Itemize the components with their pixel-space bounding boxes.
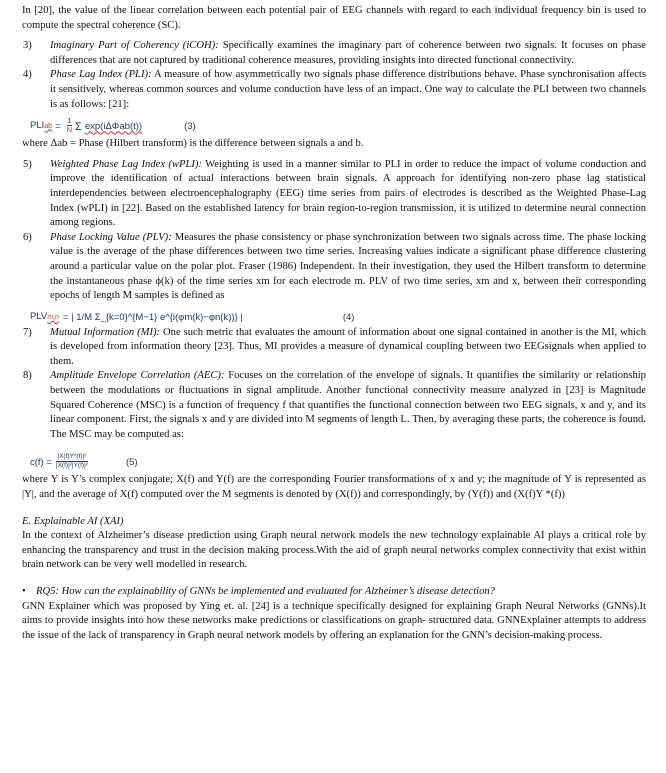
item-text: A measure of how asymmetrically two signals phase difference distributions behave. Phase synchronisation affects it sensitively, whereas common sources and volume conduction have less of an impact. One way to calculate the PLI between two channels is as follows: [21]: (50, 69, 646, 110)
equation-5 (22, 442, 646, 470)
item-text: Specifically examines the imaginary part of coherence between two signals. It focuses on phase differences that are not captured by traditional coherence measures, providing insights into directed functional connectivity. (50, 40, 646, 66)
equation-fraction: $\frac{\text{|X(f)Y*(f)|²}}{\text{|X(f)|²|Y(f)|²}}$ (55, 453, 88, 470)
list-item-icoh (22, 39, 646, 68)
list-item-aec (22, 369, 646, 442)
item-number: 4) (23, 69, 32, 81)
item-term: Imaginary Part of Coherency (iCOH): (50, 40, 219, 52)
item-number: 7) (23, 326, 32, 338)
section-paragraph: In the context of Alzheimer’s disease prediction using Graph neural network models the new technology explainable AI plays a critical role by enhancing the transparency and trust in the decision making process.With the aid of graph neural networks complex connectivity that exist within brain network can be very well modelled in research. (22, 530, 646, 571)
list-item-wpli (22, 158, 646, 231)
equation-lhs: PLIab (30, 119, 53, 131)
where-paragraph-5: where Y is Y’s complex conjugate; X(f) and Y(f) are the corresponding Fourier transformations of x and y; the magnitude of Y is represented as |Y|, and the average of X(f) computed over the M segments is denoted by (X(f)) and correspondingly, by (Y(f)) and (X(f)Y *(f)) (22, 474, 646, 501)
equation-expression: exp(iΔΦab(t)) (84, 120, 143, 132)
equation-body: = | 1/M Σ_{k=0}^{M−1} e^{i(φm(k)−φn(k))} | (62, 312, 243, 324)
item-term: Phase Lag Index (PLI): (50, 69, 152, 81)
item-text: Weighting is used in a manner similar to PLI in order to reduce the impact of volume conduction and improve the identification of actual interactions between brain signals. A approach for identifying non-zero phase lag statistical interdependencies between electroencephalography (EEG) time series from pairs of electrodes is described as the Weighted Phase-Lag Index (wPLI) in [22]. Based on the established latency for brain region-to-region transmission, it is utilized to determine neural connection among regions. (50, 158, 646, 229)
list-item-mi (22, 326, 646, 370)
item-text: Focuses on the correlation of the envelope of signals. It quantifies the similarity or relationship between the modulations or fluctuations in signal amplitude. Another functional connectivity measure analyzed in [23] is Magnitude Squared Coherence (MSC) is a function of frequency f that quantifies the functional connection between two EEG signals, x and y, and its linear component. First, the signals x and y are divided into M segments of length L. Then, by averaging these parts, the coherence is found. The MSC may be computed as: (50, 370, 646, 440)
item-number: 6) (23, 231, 32, 243)
list-item-pli (22, 68, 646, 112)
bullet-icon: • (22, 586, 26, 597)
item-term: Amplitude Envelope Correlation (AEC): (50, 370, 225, 382)
list-item-plv (22, 231, 646, 304)
intro-paragraph: In [20], the value of the linear correlation between each potential pair of EEG channels with regard to each individual frequency bin is used to compute the spectral coherence (SC). (22, 5, 646, 31)
equation-number: (4) (342, 312, 355, 324)
equation-number: (5) (125, 456, 138, 468)
equation-4 (22, 304, 646, 326)
equation-3: PLIab = $\frac{1}{N}$ Σ exp(iΔΦab(t)) (3) (30, 116, 196, 135)
item-number: 3) (23, 40, 32, 52)
item-number: 5) (23, 158, 32, 170)
equation-lhs: PLVm,n (30, 311, 59, 323)
item-term: Weighted Phase Lag Index (wPLI): (50, 158, 202, 170)
final-paragraph: GNN Explainer which was proposed by Ying et. al. [24] is a technique specifically designed for explaining Graph Neural Networks (GNNs).It aims to provide insights into how these networks make predictions or classifications on graph- structured data. GNNExplainer attempts to address the issue of the lack of transparency in Graph neural network models by offering an explanation for the GNN’s decision-making process. (22, 600, 646, 641)
research-question-bullet (22, 585, 646, 600)
section-heading: E. Explainable AI (XAI) (22, 515, 124, 527)
item-term: Phase Locking Value (PLV): (50, 231, 172, 243)
sum-symbol: Σ (75, 120, 82, 133)
item-term: Mutual Information (MI): (50, 326, 161, 338)
where-paragraph-3: where Δab = Phase (Hilbert transform) is the difference between signals a and b. (22, 138, 364, 150)
item-text: Measures the phase consistency or phase synchronization between two signals across time. The phase locking value is the average of the phase differences between two time series. Increasing values indicate a significant phase difference clustering around a particular value on the polar plot. Fraser (1986) Independent. In their investigation, they used the Hilbert transform to determine the instantaneous phase ϕ(k) of the time series xm for each electrode m. PLV of two time series, xm and x, between their corresponding epochs of length M samples is defined as (50, 231, 646, 302)
equation-number: (3) (184, 120, 196, 132)
research-question-text: RQ5: How can the explainability of GNNs be implemented and evaluated for Alzheimer’s disease detection? (36, 586, 495, 597)
item-number: 8) (23, 370, 32, 382)
equation-lhs: c(f) = (30, 456, 52, 468)
item-text: One such metric that evaluates the amount of information about one signal contained in another is the MI, which is developed from information theory [23]. Thus, MI provides a measure of dynamical coupling between two EEGsignals when applied to them. (50, 326, 646, 367)
document-page (22, 4, 646, 643)
equation-fraction: $\frac{1}{N}$ (66, 116, 73, 135)
